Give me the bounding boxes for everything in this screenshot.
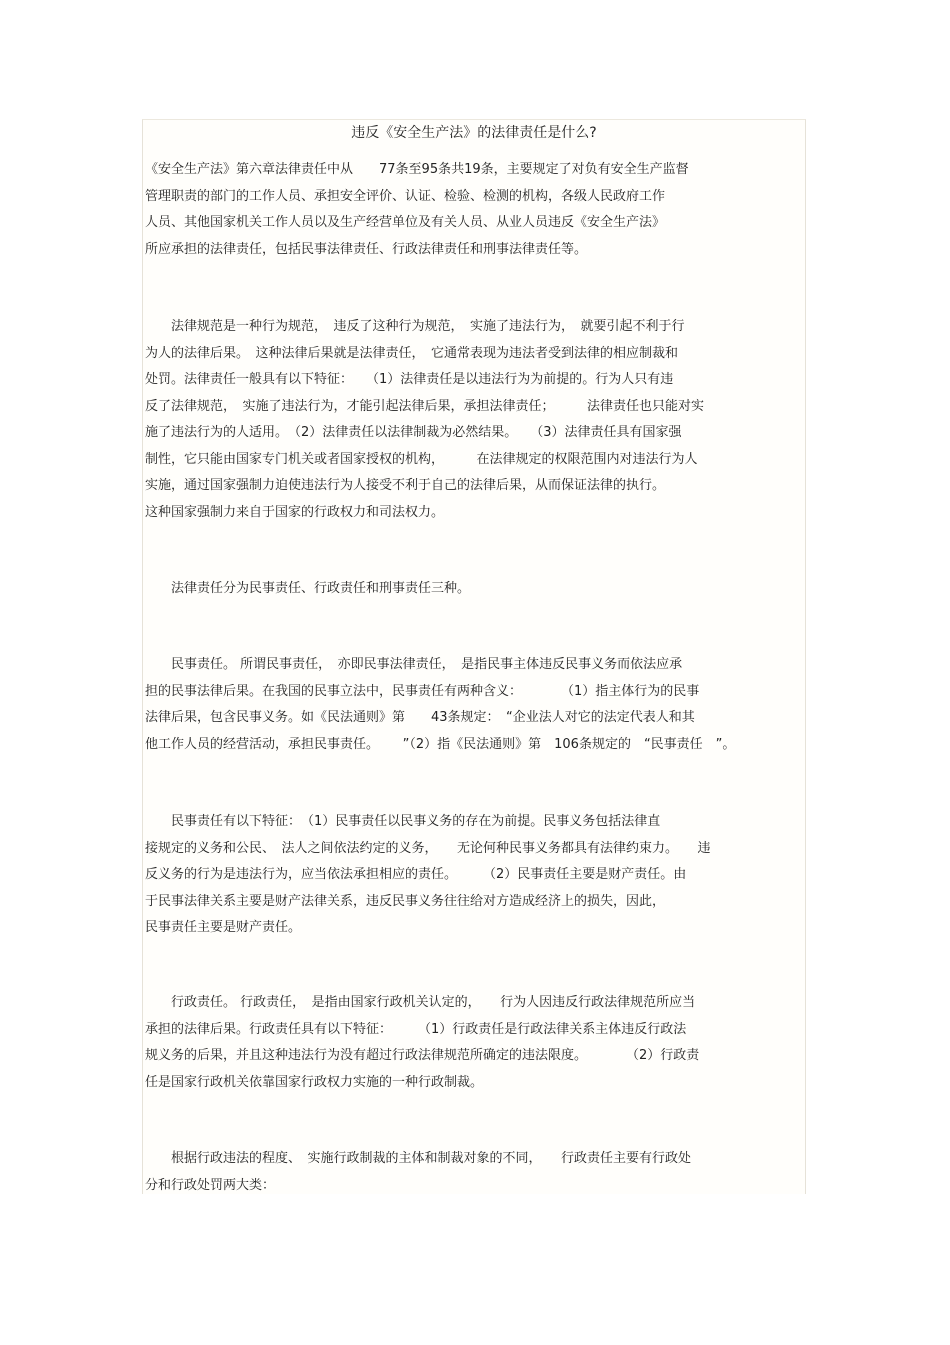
text-line: 所应承担的法律责任，包括民事法律责任、行政法律责任和刑事法律责任等。: [145, 241, 588, 257]
text-line: 制性，它只能由国家专门机关或者国家授权的机构， 在法律规定的权限范围内对违法行为人: [145, 451, 698, 467]
text-line: 施了违法行为的人适用。 （2）法律责任以法律制裁为必然结果。 （3）法律责任具有国家强: [145, 425, 682, 440]
paragraph-3: [145, 576, 805, 603]
text-line: 处罚。法律责任一般具有以下特征： （1）法律责任是以违法行为为前提的。行为人只有违: [145, 372, 674, 387]
text-line: 反义务的行为是违法行为，应当依法承担相应的责任。 （2）民事责任主要是财产责任。由: [145, 867, 687, 882]
text-line: 接规定的义务和公民、 法人之间依法约定的义务， 无论何种民事义务都具有法律约束力。 违: [145, 840, 711, 856]
text-line: 任是国家行政机关依靠国家行政权力实施的一种行政制裁。: [145, 1074, 484, 1090]
text-line: 管理职责的部门的工作人员、承担安全评价、认证、检验、检测的机构，各级人民政府工作: [145, 188, 666, 204]
text-line: 分和行政处罚两大类：: [145, 1177, 276, 1193]
text-line: 于民事法律关系主要是财产法律关系，违反民事义务往往给对方造成经济上的损失，因此，: [145, 893, 666, 909]
text-line: 民事责任主要是财产责任。: [145, 920, 302, 935]
document-page: [142, 119, 806, 1194]
text-line: 实施，通过国家强制力迫使违法行为人接受不利于自己的法律后果，从而保证法律的执行。: [145, 478, 666, 493]
text-line: 他工作人员的经营活动，承担民事责任。 ”（2）指《民法通则》第 106条规定的 “民事责任 ”。: [145, 736, 736, 752]
paragraph-4: [145, 652, 805, 758]
text-line: 法律规范是一种行为规范， 违反了这种行为规范， 实施了违法行为， 就要引起不利于行: [145, 319, 685, 334]
text-line: 《安全生产法》第六章法律责任中从 77条至95条共19条，主要规定了对负有安全生产监督: [145, 162, 689, 177]
text-line: 民事责任。 所谓民事责任， 亦即民事法律责任， 是指民事主体违反民事义务而依法应承: [145, 657, 683, 672]
text-line: 承担的法律后果。行政责任具有以下特征： （1）行政责任是行政法律关系主体违反行政法: [145, 1021, 687, 1037]
paragraph-1: [145, 157, 805, 263]
text-line: 人员、其他国家机关工作人员以及生产经营单位及有关人员、从业人员违反《安全生产法》: [145, 215, 666, 230]
text-line: 法律责任分为民事责任、行政责任和刑事责任三种。: [145, 581, 471, 596]
text-line: 法律后果，包含民事义务。如《民法通则》第 43条规定： “企业法人对它的法定代表人和其: [145, 710, 695, 725]
text-line: 民事责任有以下特征： （1）民事责任以民事义务的存在为前提。民事义务包括法律直: [145, 814, 661, 829]
text-line: 反了法律规范， 实施了违法行为，才能引起法律后果，承担法律责任； 法律责任也只能对实: [145, 398, 705, 414]
paragraph-5: [145, 809, 805, 942]
paragraph-2: [145, 314, 805, 526]
text-line: 规义务的后果，并且这种违法行为没有超过行政法律规范所确定的违法限度。 （2）行政责: [145, 1048, 700, 1063]
text-line: 根据行政违法的程度、 实施行政制裁的主体和制裁对象的不同， 行政责任主要有行政处: [145, 1151, 692, 1166]
text-line: 行政责任。 行政责任， 是指由国家行政机关认定的， 行为人因违反行政法律规范所应当: [145, 995, 696, 1010]
paragraph-7: [145, 1146, 805, 1199]
document-title: 违反《安全生产法》的法律责任是什么?: [351, 125, 597, 141]
text-line: 担的民事法律后果。在我国的民事立法中，民事责任有两种含义： （1）指主体行为的民事: [145, 683, 700, 699]
text-line: 这种国家强制力来自于国家的行政权力和司法权力。: [145, 504, 445, 520]
paragraph-6: [145, 990, 805, 1096]
text-line: 为人的法律后果。 这种法律后果就是法律责任， 它通常表现为违法者受到法律的相应制裁和: [145, 345, 679, 361]
